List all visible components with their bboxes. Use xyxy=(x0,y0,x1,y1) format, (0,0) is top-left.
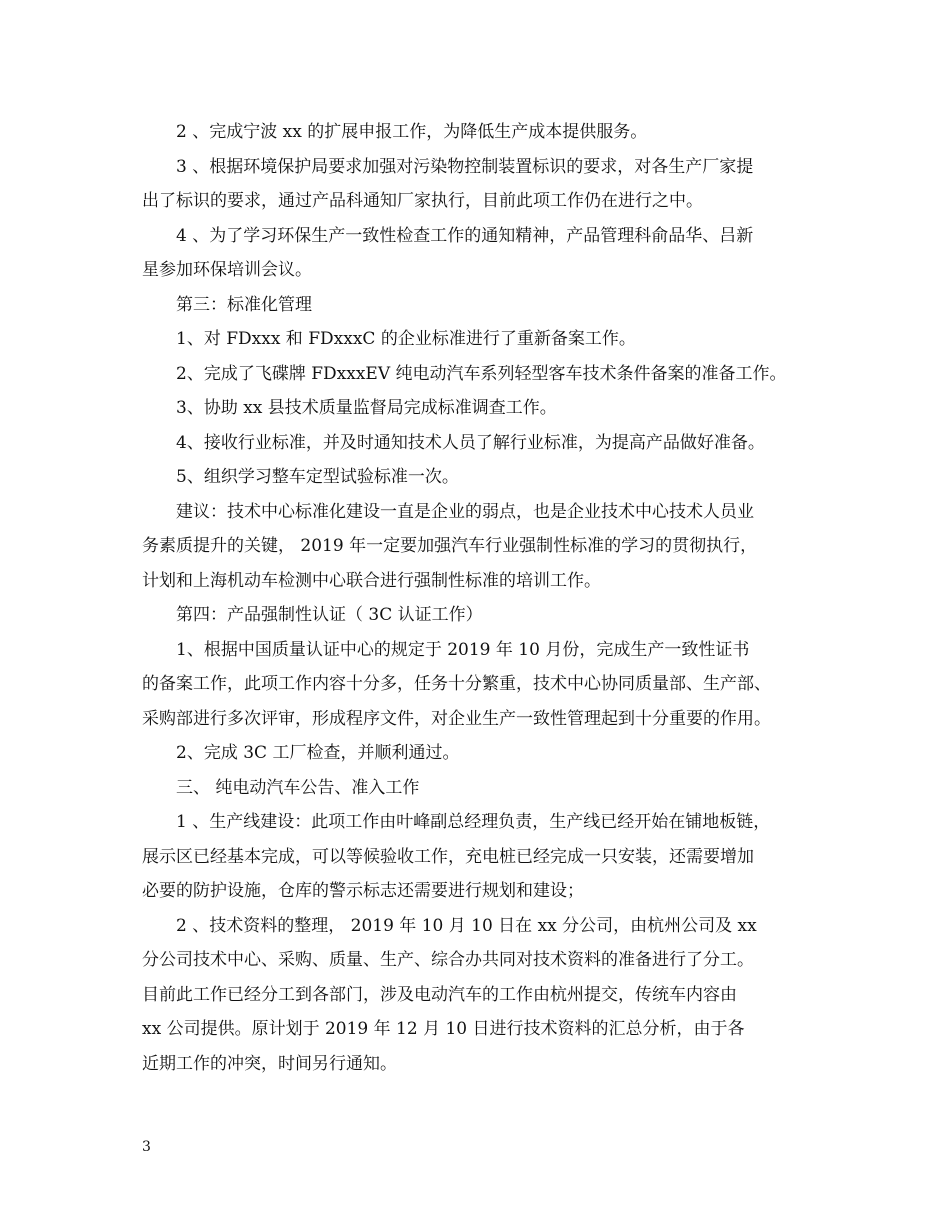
text-line: 4 、为了学习环保生产一致性检查工作的通知精神，产品管理科俞品华、吕新 xyxy=(176,225,754,246)
text-line: 必要的防护设施，仓库的警示标志还需要进行规划和建设； xyxy=(142,881,584,901)
text-line: 分公司技术中心、采购、质量、生产、综合办共同对技术资料的准备进行了分工。 xyxy=(142,950,754,970)
text-line: 1 、生产线建设：此项工作由叶峰副总经理负责，生产线已经开始在铺地板链， xyxy=(176,812,771,832)
text-line: xx 公司提供。原计划于 2019 年 12 月 10 日进行技术资料的汇总分析，由于各 xyxy=(142,1019,745,1039)
text-line: 2 、技术资料的整理， 2019 年 10 月 10 日在 xx 分公司，由杭州公司及 xx xyxy=(176,915,757,936)
text-line: 1、根据中国质量认证中心的规定于 2019 年 10 月份，完成生产一致性证书 xyxy=(176,639,750,660)
section-heading: 第四：产品强制性认证（ 3C 认证工作） xyxy=(176,605,483,625)
text-line: 1、对 FDxxx 和 FDxxxC 的企业标准进行了重新备案工作。 xyxy=(176,329,636,349)
text-line: 星参加环保培训会议。 xyxy=(142,260,312,280)
text-line: 4、接收行业标准，并及时通知技术人员了解行业标准，为提高产品做好准备。 xyxy=(176,432,765,453)
text-line: 3、协助 xx 县技术质量监督局完成标准调查工作。 xyxy=(176,398,557,418)
text-line: 务素质提升的关键， 2019 年一定要加强汽车行业强制性标准的学习的贯彻执行， xyxy=(142,536,758,556)
section-heading: 三、 纯电动汽车公告、准入工作 xyxy=(176,777,420,798)
text-line: 2 、完成宁波 xx 的扩展申报工作，为降低生产成本提供服务。 xyxy=(176,122,648,142)
text-line: 5、组织学习整车定型试验标准一次。 xyxy=(176,467,459,487)
text-line: 计划和上海机动车检测中心联合进行强制性标准的培训工作。 xyxy=(142,570,601,591)
text-line: 的备案工作，此项工作内容十分多，任务十分繁重，技术中心协同质量部、生产部、 xyxy=(142,674,771,694)
text-line: 建议：技术中心标准化建设一直是企业的弱点，也是企业技术中心技术人员业 xyxy=(176,501,754,522)
text-line: 近期工作的冲突，时间另行通知。 xyxy=(142,1053,397,1074)
text-line: 2、完成 3C 工厂检查，并顺利通过。 xyxy=(176,743,460,763)
text-line: 目前此工作已经分工到各部门，涉及电动汽车的工作由杭州提交，传统车内容由 xyxy=(142,984,737,1005)
section-heading: 第三：标准化管理 xyxy=(176,294,312,315)
text-line: 展示区已经基本完成，可以等候验收工作，充电桩已经完成一只安装，还需要增加 xyxy=(142,846,754,867)
page-number: 3 xyxy=(142,1139,151,1155)
text-line: 3 、根据环境保护局要求加强对污染物控制装置标识的要求，对各生产厂家提 xyxy=(176,156,754,177)
document-body xyxy=(142,115,842,1081)
text-line: 2、完成了飞碟牌 FDxxxEV 纯电动汽车系列轻型客车技术条件备案的准备工作。 xyxy=(176,363,787,384)
text-line: 采购部进行多次评审，形成程序文件，对企业生产一致性管理起到十分重要的作用。 xyxy=(142,708,771,729)
text-line: 出了标识的要求，通过产品科通知厂家执行，目前此项工作仍在进行之中。 xyxy=(142,191,703,211)
